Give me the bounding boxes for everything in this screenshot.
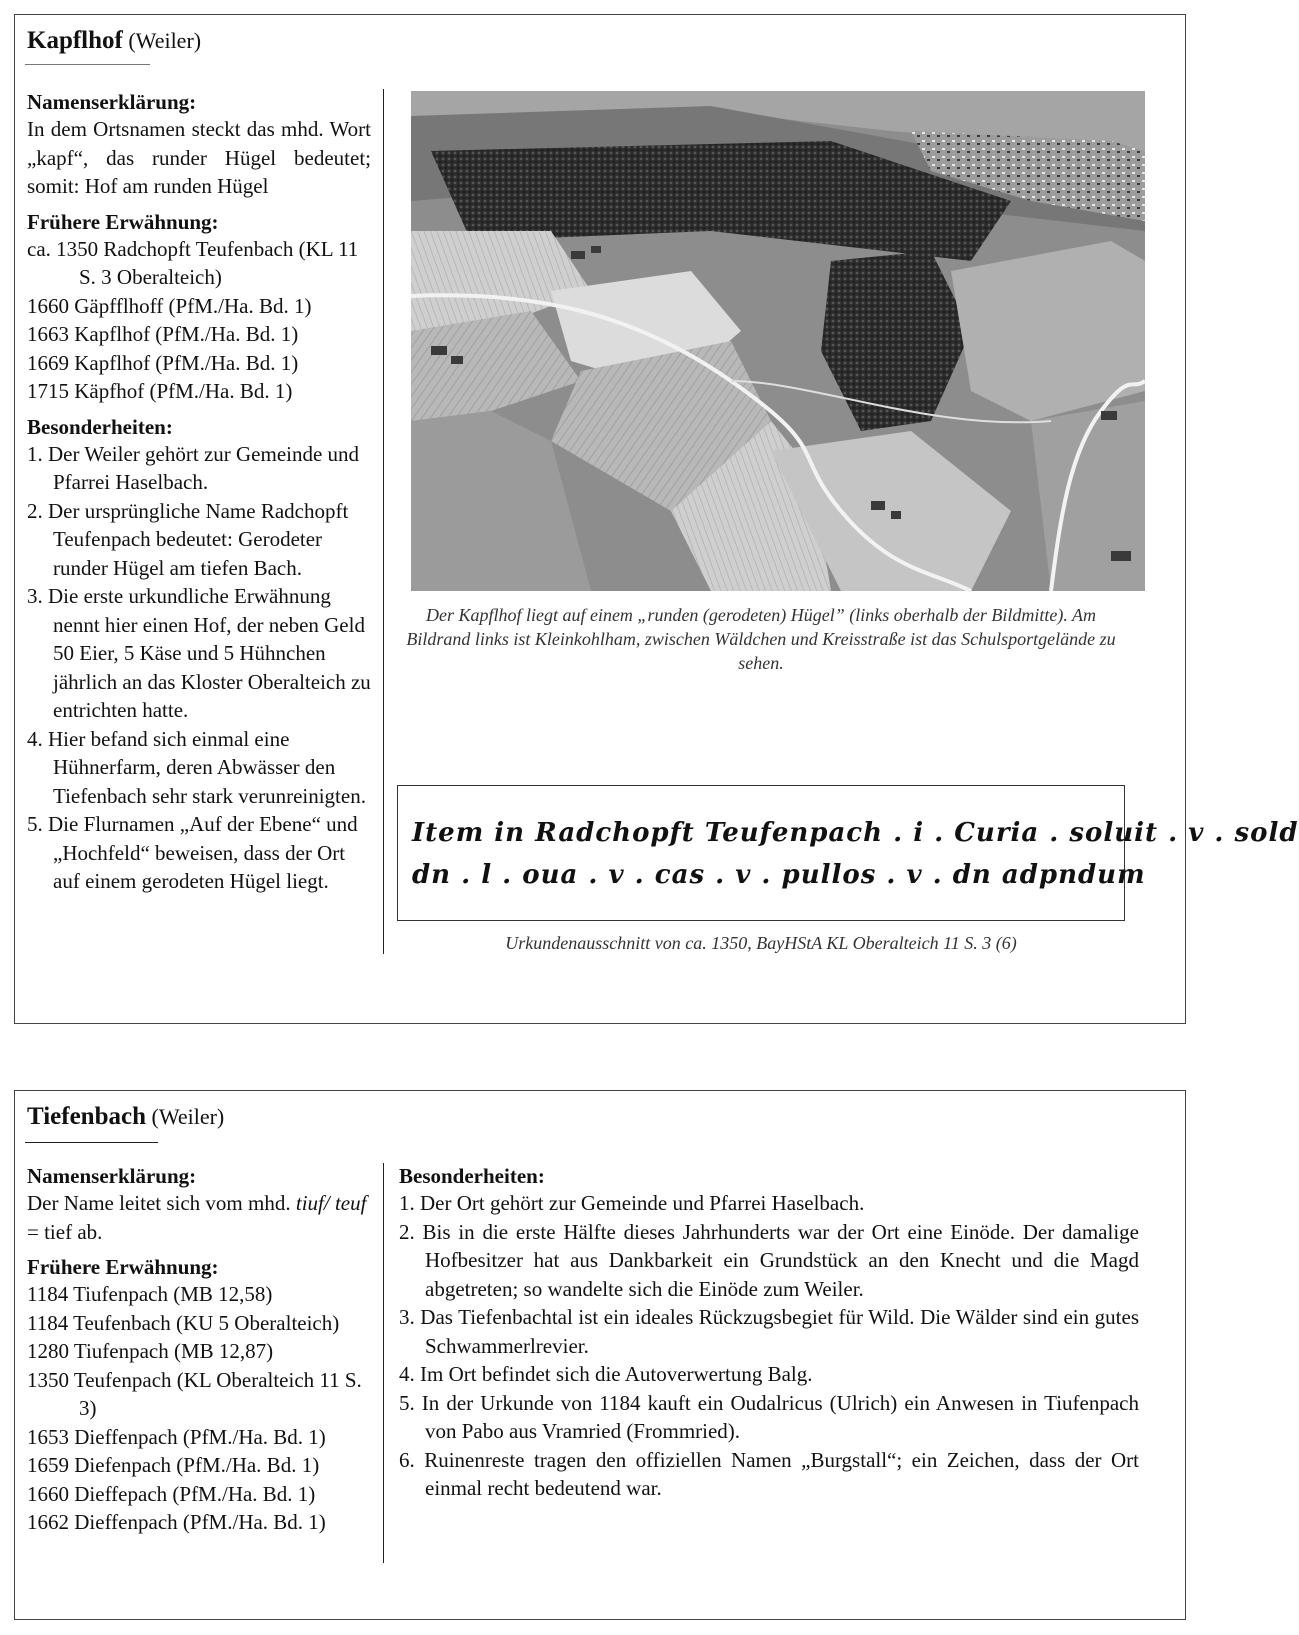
document-line-2: dn . l . oua . v . cas . v . pullos . v . dn adpndum [412,860,1146,890]
tiefenbach-fruehere-heading: Frühere Erwähnung: [27,1255,219,1279]
tiefenbach-name: Tiefenbach [27,1103,146,1130]
list-item: 3. Die erste urkundliche Erwähnung nennt hier einen Hof, der neben Geld 50 Eier, 5 Käse und 5 Hühnchen jährlich an das Kloster Oberalteich zu entrichten hatte. [27,584,371,722]
list-item: 1653 Dieffenpach (PfM./Ha. Bd. 1) [27,1424,326,1449]
tiefenbach-namenserklaerung-heading: Namenserklärung: [27,1164,197,1188]
tiefenbach-type: (Weiler) [151,1104,225,1129]
kapflhof-column-divider [383,89,384,954]
tiefenbach-besonderheiten-list [399,1189,1139,1503]
list-item: 1184 Teufenbach (KU 5 Oberalteich) [27,1310,340,1335]
namenserklaerung-text-post: = tief ab. [27,1219,103,1244]
list-item: ca. 1350 Radchopft Teufenbach (KL 11 S. 3 Oberalteich) [27,236,359,289]
list-item: 1715 Käpfhof (PfM./Ha. Bd. 1) [27,379,293,403]
namenserklaerung-text-italic: tiuf/ teuf [295,1191,367,1215]
tiefenbach-fruehere-list [27,1280,367,1537]
list-item: 1184 Tiufenpach (MB 12,58) [27,1282,273,1306]
list-item: 1663 Kapflhof (PfM./Ha. Bd. 1) [27,322,299,346]
list-item: 1280 Tiufenpach (MB 12,87) [27,1339,274,1363]
document-caption: Urkundenausschnitt von ca. 1350, BayHStA KL Oberalteich 11 S. 3 (6) [505,933,1017,953]
tiefenbach-namenserklaerung-text [27,1189,367,1246]
list-item: 1. Der Ort gehört zur Gemeinde und Pfarrei Haselbach. [399,1191,865,1215]
list-item: 3. Das Tiefenbachtal ist ein ideales Rückzugsbegiet für Wild. Die Wälder sind ein gutes Schwammerlrevier. [399,1305,1139,1358]
list-item: 1669 Kapflhof (PfM./Ha. Bd. 1) [27,350,299,375]
photo-caption: Der Kapflhof liegt auf einem „runden (gerodeten) Hügel” (links oberhalb der Bildmitte). Am Bildrand links ist Kleinkohlham, zwischen Wäldchen und Kreisstraße ist das Schulsportgelände zu sehen. [406,605,1116,673]
list-item: 2. Bis in die erste Hälfte dieses Jahrhunderts war der Ort eine Einöde. Der damalige Hofbesitzer hat aus Dankbarkeit ein Grundstück an den Knecht und die Magd abgetreten; so wandelte sich die Einöde zum Weiler. [399,1219,1139,1301]
kapflhof-besonderheiten-heading: Besonderheiten: [27,414,173,439]
kapflhof-namenserklaerung-text: In dem Ortsnamen steckt das mhd. Wort „kapf“, das runder Hügel bedeutet; somit: Hof am runden Hügel [27,117,371,198]
document-line-1: Item in Radchopft Teufenpach . i . Curia . soluit . v . sold [412,818,1299,848]
list-item: 1. Der Weiler gehört zur Gemeinde und Pfarrei Haselbach. [27,441,360,494]
aerial-photo [411,91,1145,591]
list-item: 1662 Dieffenpach (PfM./Ha. Bd. 1) [27,1510,326,1534]
kapflhof-type: (Weiler) [128,28,202,53]
tiefenbach-left-column [27,1163,367,1545]
kapflhof-besonderheiten-list [27,440,371,896]
kapflhof-title-rule [25,64,150,65]
tiefenbach-title-rule [25,1142,158,1143]
list-item: 4. Hier befand sich einmal eine Hühnerfarm, deren Abwässer den Tiefenbach sehr stark verunreinigten. [27,726,366,808]
kapflhof-panel [14,14,1299,1024]
document-excerpt [397,785,1299,921]
tiefenbach-besonderheiten-heading: Besonderheiten: [399,1164,545,1188]
kapflhof-fruehere-heading: Frühere Erwähnung: [27,209,219,234]
list-item: 2. Der ursprüngliche Name Radchopft Teufenpach bedeutet: Gerodeter runder Hügel am tiefen Bach. [27,498,349,580]
namenserklaerung-text-pre: Der Name leitet sich vom mhd. [27,1191,296,1215]
kapflhof-name: Kapflhof [27,27,123,54]
tiefenbach-title [27,1103,224,1131]
kapflhof-title [27,27,201,55]
kapflhof-left-column [27,89,371,904]
tiefenbach-panel [14,1090,1186,1620]
tiefenbach-right-column [399,1163,1139,1503]
list-item: 5. Die Flurnamen „Auf der Ebene“ und „Hochfeld“ beweisen, dass der Ort auf einem gerodeten Hügel liegt. [27,812,358,893]
list-item: 1350 Teufenpach (KL Oberalteich 11 S. 3) [27,1367,362,1420]
list-item: 1660 Gäpfflhoff (PfM./Ha. Bd. 1) [27,293,312,318]
list-item: 1659 Diefenpach (PfM./Ha. Bd. 1) [27,1453,320,1477]
kapflhof-fruehere-list [27,235,371,406]
list-item: 6. Ruinenreste tragen den offiziellen Namen „Burgstall“; ein Zeichen, dass der Ort einmal recht bedeutend war. [399,1447,1139,1500]
list-item: 1660 Dieffepach (PfM./Ha. Bd. 1) [27,1481,316,1506]
list-item: 4. Im Ort befindet sich die Autoverwertung Balg. [399,1362,813,1386]
kapflhof-namenserklaerung-heading: Namenserklärung: [27,90,197,114]
tiefenbach-column-divider [383,1163,384,1563]
list-item: 5. In der Urkunde von 1184 kauft ein Oudalricus (Ulrich) ein Anwesen in Tiufenpach von Pabo aus Vramried (Frommried). [399,1390,1139,1443]
